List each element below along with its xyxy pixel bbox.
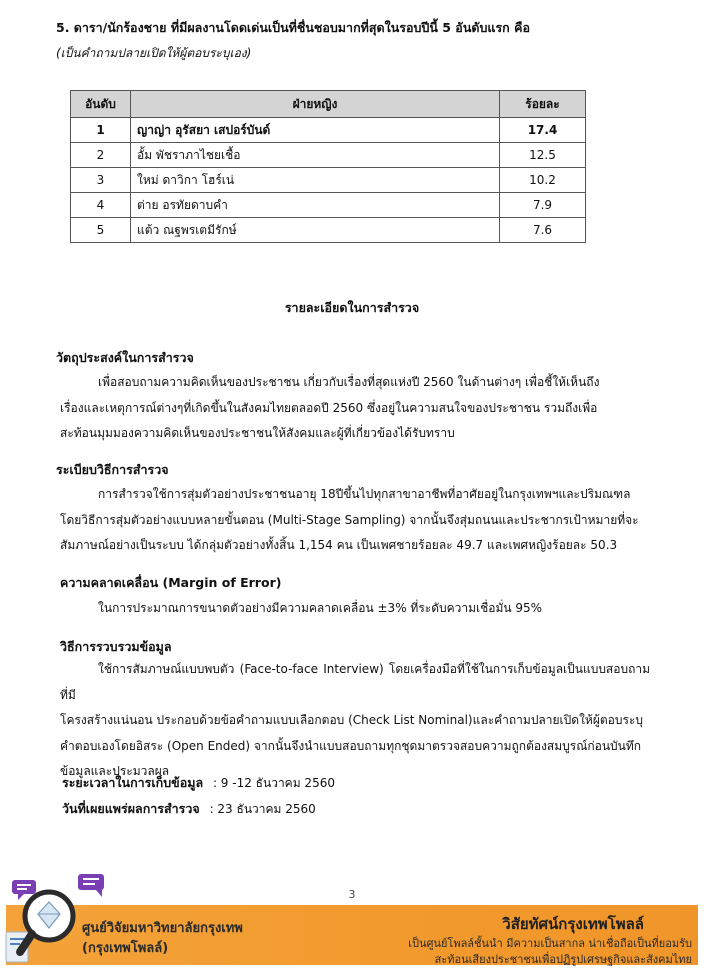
table-row bbox=[71, 168, 586, 193]
question-title: 5. ดารา/นักร้องชาย ที่มีผลงานโดดเด่นเป็นที่ชื่นชอบมากที่สุดในรอบปีนี้ 5 อันดับแรก คือ bbox=[56, 20, 530, 35]
collection-line: ข้อมูลและประมวลผล bbox=[60, 764, 170, 778]
magnifier-logo-icon bbox=[4, 886, 84, 968]
footer-org-subname: (กรุงเทพโพลล์) bbox=[82, 941, 169, 956]
objective-line: สะท้อนมุมมองความคิดเห็นของประชาชนให้สังคมและผู้ที่เกี่ยวข้องได้รับทราบ bbox=[60, 426, 455, 440]
table-header-row bbox=[71, 91, 586, 118]
method-line: โดยวิธีการสุ่มตัวอย่างแบบหลายขั้นตอน (Multi-Stage Sampling) จากนั้นจึงสุ่มถนนและประชากรเป้าหมายที่จะ bbox=[60, 512, 639, 527]
table-row bbox=[71, 218, 586, 243]
period-value: : 9 -12 ธันวาคม 2560 bbox=[212, 776, 335, 790]
collection-line: โครงสร้างแน่นอน ประกอบด้วยข้อคำถามแบบเลือกตอบ (Check List Nominal)และคำถามปลายเปิดให้ผู้ตอบระบุ bbox=[60, 713, 643, 727]
collection-line: คำตอบเองโดยอิสระ (Open Ended) จากนั้นจึงนำแบบสอบถามทุกชุดมาตรวจสอบความถูกต้องสมบูรณ์ก่อนบันทึก bbox=[60, 738, 642, 753]
objective-line: เรื่องและเหตุการณ์ต่างๆที่เกิดขึ้นในสังคมไทยตลอดปี 2560 ซึ่งอยู่ในความสนใจของประชาชน รวมถึงเพื่อ bbox=[60, 400, 598, 415]
method-heading: ระเบียบวิธีการสำรวจ bbox=[56, 462, 169, 477]
release-label: วันที่เผยแพร่ผลการสำรวจ bbox=[62, 801, 200, 816]
margin-paragraph bbox=[60, 596, 650, 622]
cell-percent: 17.4 bbox=[500, 118, 586, 143]
question-note: (เป็นคำถามปลายเปิดให้ผู้ตอบระบุเอง) bbox=[56, 46, 252, 60]
cell-name: อั้ม พัชราภาไชยเชื้อ bbox=[131, 143, 500, 168]
margin-heading: ความคลาดเคลื่อน (Margin of Error) bbox=[60, 575, 282, 590]
cell-percent: 10.2 bbox=[500, 168, 586, 193]
objective-heading: วัตถุประสงค์ในการสำรวจ bbox=[56, 350, 194, 365]
header-percent: ร้อยละ bbox=[500, 91, 586, 118]
table-row bbox=[71, 118, 586, 143]
cell-rank: 5 bbox=[71, 218, 131, 243]
cell-rank: 4 bbox=[71, 193, 131, 218]
footer-vision-line1: เป็นศูนย์โพลล์ชั้นนำ มีความเป็นสากล น่าเชื่อถือเป็นที่ยอมรับ bbox=[408, 937, 692, 950]
method-paragraph bbox=[60, 482, 650, 559]
footer-org-name: ศูนย์วิจัยมหาวิทยาลัยกรุงเทพ bbox=[82, 921, 243, 936]
header-name: ฝ่ายหญิง bbox=[131, 91, 500, 118]
period-label: ระยะเวลาในการเก็บข้อมูล bbox=[62, 775, 204, 790]
release-date bbox=[62, 799, 316, 819]
objective-paragraph bbox=[60, 370, 650, 447]
details-title: รายละเอียดในการสำรวจ bbox=[284, 300, 420, 315]
cell-percent: 7.6 bbox=[500, 218, 586, 243]
collection-line: ใช้การสัมภาษณ์แบบพบตัว (Face-to-face Interview) โดยเครื่องมือที่ใช้ในการเก็บข้อมูลเป็นแบบสอบถามที่มี bbox=[60, 662, 650, 702]
method-line: สัมภาษณ์อย่างเป็นระบบ ได้กลุ่มตัวอย่างทั้งสิ้น 1,154 คน เป็นเพศชายร้อยละ 49.7 และเพศหญิงร้อยละ 50.3 bbox=[60, 538, 618, 552]
collection-heading: วิธีการรวบรวมข้อมูล bbox=[60, 639, 172, 654]
cell-rank: 2 bbox=[71, 143, 131, 168]
cell-rank: 1 bbox=[71, 118, 131, 143]
cell-percent: 12.5 bbox=[500, 143, 586, 168]
collection-period bbox=[62, 773, 335, 793]
cell-percent: 7.9 bbox=[500, 193, 586, 218]
table-row bbox=[71, 193, 586, 218]
footer-vision-title: วิสัยทัศน์กรุงเทพโพลล์ bbox=[502, 915, 644, 933]
page-number: 3 bbox=[348, 888, 356, 901]
release-value: : 23 ธันวาคม 2560 bbox=[209, 802, 316, 816]
table-row bbox=[71, 143, 586, 168]
header-rank: อันดับ bbox=[71, 91, 131, 118]
cell-name: ญาญ่า อุรัสยา เสปอร์บันด์ bbox=[131, 118, 500, 143]
cell-rank: 3 bbox=[71, 168, 131, 193]
cell-name: ต่าย อรทัยดาบคำ bbox=[131, 193, 500, 218]
objective-line: เพื่อสอบถามความคิดเห็นของประชาชน เกี่ยวกับเรื่องที่สุดแห่งปี 2560 ในด้านต่างๆ เพื่อชี้ให้เห็นถึง bbox=[98, 375, 600, 389]
footer-vision-line2: สะท้อนเสียงประชาชนเพื่อปฏิรูปเศรษฐกิจและสังคมไทย bbox=[434, 953, 692, 966]
ranking-table bbox=[70, 90, 586, 243]
margin-line: ในการประมาณการขนาดตัวอย่างมีความคลาดเคลื่อน ±3% ที่ระดับความเชื่อมั่น 95% bbox=[98, 601, 543, 615]
collection-paragraph bbox=[60, 657, 650, 785]
method-line: การสำรวจใช้การสุ่มตัวอย่างประชาชนอายุ 18ปีขึ้นไปทุกสาขาอาชีพที่อาศัยอยู่ในกรุงเทพฯและปริมณฑล bbox=[98, 487, 631, 501]
cell-name: ใหม่ ดาวิกา โฮร์เน่ bbox=[131, 168, 500, 193]
cell-name: แต้ว ณฐพรเตมีรักษ์ bbox=[131, 218, 500, 243]
